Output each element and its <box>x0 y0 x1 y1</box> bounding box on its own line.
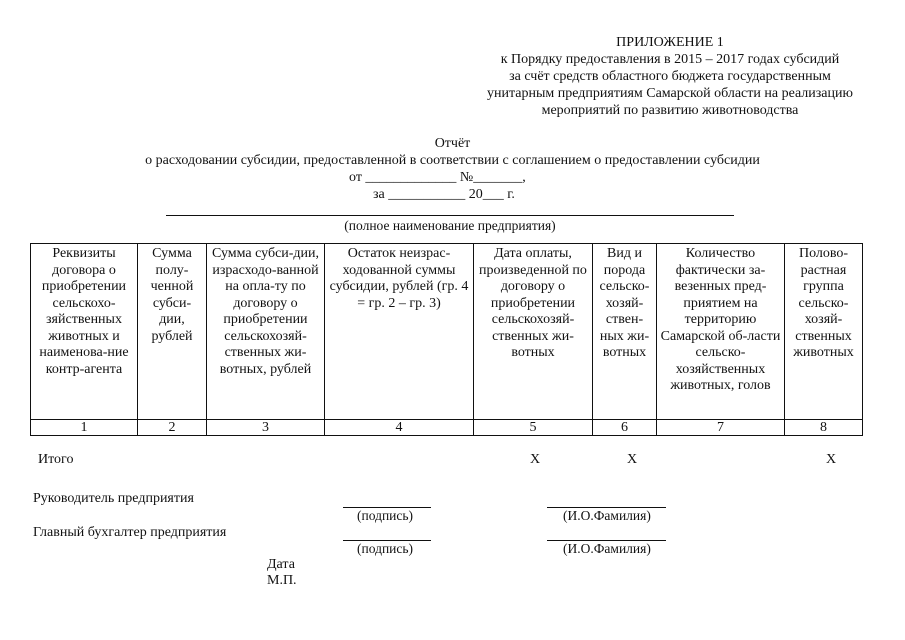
table-number-row <box>31 420 863 436</box>
column-number: 4 <box>325 420 474 436</box>
total-mark-col8: Х <box>826 452 837 467</box>
column-header: Дата оплаты, произведенной по договору о приобретении сельскохозяй-ственных жи-вотных <box>474 244 593 420</box>
appendix-line: за счёт средств областного бюджета государственным <box>509 69 831 84</box>
column-header: Количество фактически за-везенных пред-приятием на территорию Самарской об-ласти сельско-хозяйственных животных, голов <box>657 244 785 420</box>
column-number: 5 <box>474 420 593 436</box>
column-number: 3 <box>207 420 325 436</box>
column-header: Полово-растная группа сельско-хозяй-ственных животных <box>785 244 863 420</box>
appendix-block <box>440 34 900 119</box>
column-number: 6 <box>593 420 657 436</box>
name-hint: (И.О.Фамилия) <box>563 508 651 523</box>
total-mark-col6: Х <box>627 452 638 467</box>
report-subtitle: о расходовании субсидии, предоставленной в соответствии с соглашением о предоставлении субсидии <box>145 153 760 168</box>
column-header: Реквизиты договора о приобретении сельскохо-зяйственных животных и наименова-ние контр-агента <box>31 244 138 420</box>
column-number: 7 <box>657 420 785 436</box>
appendix-line: мероприятий по развитию животноводства <box>541 103 799 118</box>
column-header: Остаток неизрас-ходованной суммы субсидии, рублей (гр. 4 = гр. 2 – гр. 3) <box>325 244 474 420</box>
signature-hint: (подпись) <box>357 508 414 523</box>
column-number: 2 <box>138 420 207 436</box>
total-label: Итого <box>38 452 74 467</box>
column-header: Сумма полу-ченной субси-дии, рублей <box>138 244 207 420</box>
appendix-line: к Порядку предоставления в 2015 – 2017 годах субсидий <box>500 52 840 67</box>
report-table <box>30 243 863 436</box>
appendix-title: ПРИЛОЖЕНИЕ 1 <box>616 35 724 50</box>
report-period-line: за ___________ 20___ г. <box>373 187 515 202</box>
column-header: Вид и порода сельско-хозяй-ствен-ных жи-вотных <box>593 244 657 420</box>
org-name-line <box>166 215 734 216</box>
column-number: 1 <box>31 420 138 436</box>
date-label: Дата <box>267 557 295 572</box>
signature-hint: (подпись) <box>357 541 414 556</box>
appendix-line: унитарным предприятиям Самарской области на реализацию <box>487 86 853 101</box>
column-number: 8 <box>785 420 863 436</box>
column-header: Сумма субси-дии, израсходо-ванной на опла-ту по договору о приобретении сельскохозяй-ственных жи-вотных, рублей <box>207 244 325 420</box>
name-hint: (И.О.Фамилия) <box>563 541 651 556</box>
total-mark-col5: Х <box>530 452 541 467</box>
report-title: Отчёт <box>434 136 471 151</box>
signature-role: Главный бухгалтер предприятия <box>33 525 227 540</box>
table-header-row <box>31 244 863 420</box>
signature-role: Руководитель предприятия <box>33 491 194 506</box>
report-from-line: от _____________ №_______, <box>349 170 526 185</box>
stamp-label: М.П. <box>267 573 297 588</box>
org-name-hint: (полное наименование предприятия) <box>344 218 556 233</box>
